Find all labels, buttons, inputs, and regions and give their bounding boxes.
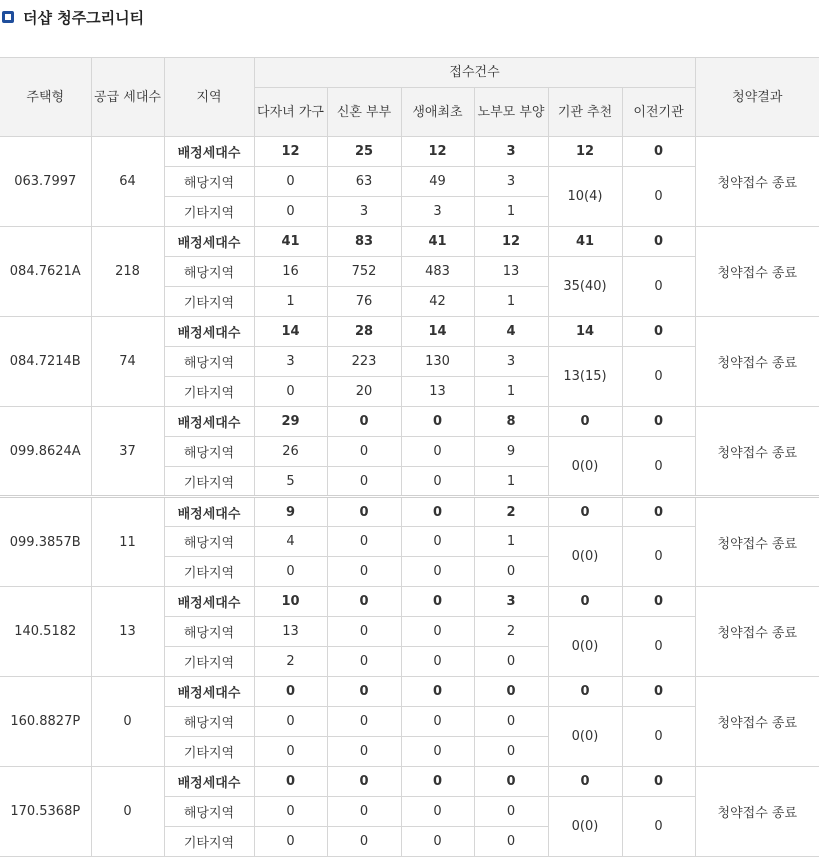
- count-cell: 41: [254, 227, 327, 257]
- header-col-agency: 기관 추천: [548, 88, 622, 137]
- count-cell: 0: [327, 467, 401, 497]
- count-cell: 10: [254, 587, 327, 617]
- supply-count-cell: 74: [91, 317, 164, 407]
- supply-count-cell: 13: [91, 587, 164, 677]
- count-cell: 0: [327, 587, 401, 617]
- count-cell: 0: [327, 707, 401, 737]
- supply-count-cell: 0: [91, 677, 164, 767]
- count-cell: 0: [254, 797, 327, 827]
- table-row: [0, 677, 819, 707]
- count-cell: 12: [401, 137, 474, 167]
- count-cell: 0: [327, 647, 401, 677]
- count-cell: 0: [401, 797, 474, 827]
- count-cell: 1: [474, 287, 548, 317]
- count-cell: 130: [401, 347, 474, 377]
- count-cell: 76: [327, 287, 401, 317]
- count-cell: 752: [327, 257, 401, 287]
- result-cell: 청약접수 종료: [695, 587, 819, 677]
- header-region: 지역: [164, 58, 254, 137]
- region-label-cell: 기타지역: [164, 197, 254, 227]
- transfer-sub-cell: 0: [622, 617, 695, 677]
- count-cell: 0: [401, 587, 474, 617]
- count-cell: 4: [474, 317, 548, 347]
- region-label-cell: 기타지역: [164, 827, 254, 857]
- region-label-cell: 기타지역: [164, 557, 254, 587]
- agency-count-cell: 0: [548, 587, 622, 617]
- count-cell: 0: [327, 437, 401, 467]
- region-label-cell: 해당지역: [164, 347, 254, 377]
- count-cell: 483: [401, 257, 474, 287]
- result-cell: 청약접수 종료: [695, 317, 819, 407]
- count-cell: 0: [327, 827, 401, 857]
- count-cell: 0: [327, 407, 401, 437]
- count-cell: 0: [401, 467, 474, 497]
- count-cell: 1: [474, 467, 548, 497]
- count-cell: 14: [254, 317, 327, 347]
- count-cell: 0: [254, 167, 327, 197]
- count-cell: 9: [254, 497, 327, 527]
- count-cell: 0: [327, 557, 401, 587]
- count-cell: 0: [401, 827, 474, 857]
- house-type-cell: 084.7214B: [0, 317, 91, 407]
- agency-sub-cell: 0(0): [548, 707, 622, 767]
- count-cell: 0: [401, 527, 474, 557]
- table-row: [0, 317, 819, 347]
- region-label-cell: 배정세대수: [164, 407, 254, 437]
- count-cell: 83: [327, 227, 401, 257]
- count-cell: 16: [254, 257, 327, 287]
- region-label-cell: 해당지역: [164, 797, 254, 827]
- count-cell: 0: [401, 617, 474, 647]
- transfer-count-cell: 0: [622, 767, 695, 797]
- region-label-cell: 해당지역: [164, 617, 254, 647]
- subscription-results-table: [0, 57, 819, 857]
- agency-count-cell: 12: [548, 137, 622, 167]
- count-cell: 5: [254, 467, 327, 497]
- count-cell: 2: [254, 647, 327, 677]
- supply-count-cell: 37: [91, 407, 164, 497]
- region-label-cell: 배정세대수: [164, 587, 254, 617]
- agency-count-cell: 0: [548, 497, 622, 527]
- house-type-cell: 099.8624A: [0, 407, 91, 497]
- result-cell: 청약접수 종료: [695, 767, 819, 857]
- supply-count-cell: 11: [91, 497, 164, 587]
- region-label-cell: 기타지역: [164, 647, 254, 677]
- count-cell: 49: [401, 167, 474, 197]
- count-cell: 4: [254, 527, 327, 557]
- count-cell: 0: [327, 767, 401, 797]
- header-col-transfer: 이전기관: [622, 88, 695, 137]
- count-cell: 0: [474, 797, 548, 827]
- region-label-cell: 기타지역: [164, 377, 254, 407]
- count-cell: 12: [254, 137, 327, 167]
- transfer-sub-cell: 0: [622, 257, 695, 317]
- table-row: [0, 227, 819, 257]
- transfer-count-cell: 0: [622, 227, 695, 257]
- result-cell: 청약접수 종료: [695, 137, 819, 227]
- result-cell: 청약접수 종료: [695, 677, 819, 767]
- region-label-cell: 배정세대수: [164, 137, 254, 167]
- count-cell: 25: [327, 137, 401, 167]
- header-type: 주택형: [0, 58, 91, 137]
- table-row: [0, 497, 819, 527]
- agency-sub-cell: 13(15): [548, 347, 622, 407]
- region-label-cell: 해당지역: [164, 527, 254, 557]
- result-cell: 청약접수 종료: [695, 497, 819, 587]
- count-cell: 1: [474, 197, 548, 227]
- count-cell: 14: [401, 317, 474, 347]
- house-type-cell: 160.8827P: [0, 677, 91, 767]
- supply-count-cell: 218: [91, 227, 164, 317]
- count-cell: 0: [401, 497, 474, 527]
- agency-sub-cell: 10(4): [548, 167, 622, 227]
- count-cell: 0: [254, 677, 327, 707]
- count-cell: 0: [401, 677, 474, 707]
- count-cell: 0: [327, 737, 401, 767]
- transfer-count-cell: 0: [622, 497, 695, 527]
- count-cell: 0: [474, 557, 548, 587]
- count-cell: 0: [401, 767, 474, 797]
- count-cell: 3: [401, 197, 474, 227]
- count-cell: 0: [474, 707, 548, 737]
- count-cell: 2: [474, 617, 548, 647]
- region-label-cell: 배정세대수: [164, 317, 254, 347]
- region-label-cell: 해당지역: [164, 257, 254, 287]
- agency-sub-cell: 0(0): [548, 617, 622, 677]
- region-label-cell: 기타지역: [164, 737, 254, 767]
- result-cell: 청약접수 종료: [695, 227, 819, 317]
- count-cell: 41: [401, 227, 474, 257]
- region-label-cell: 배정세대수: [164, 767, 254, 797]
- agency-sub-cell: 0(0): [548, 797, 622, 857]
- transfer-sub-cell: 0: [622, 347, 695, 407]
- region-label-cell: 기타지역: [164, 287, 254, 317]
- agency-count-cell: 14: [548, 317, 622, 347]
- region-label-cell: 배정세대수: [164, 497, 254, 527]
- region-label-cell: 해당지역: [164, 437, 254, 467]
- count-cell: 0: [327, 527, 401, 557]
- region-label-cell: 배정세대수: [164, 677, 254, 707]
- count-cell: 28: [327, 317, 401, 347]
- count-cell: 0: [474, 647, 548, 677]
- transfer-sub-cell: 0: [622, 797, 695, 857]
- count-cell: 0: [254, 707, 327, 737]
- table-row: [0, 137, 819, 167]
- count-cell: 0: [327, 677, 401, 707]
- header-col-firsttime: 생애최초: [401, 88, 474, 137]
- count-cell: 1: [474, 527, 548, 557]
- count-cell: 0: [327, 497, 401, 527]
- count-cell: 2: [474, 497, 548, 527]
- count-cell: 0: [401, 407, 474, 437]
- agency-count-cell: 0: [548, 767, 622, 797]
- count-cell: 0: [401, 437, 474, 467]
- header-supply: 공급 세대수: [91, 58, 164, 137]
- count-cell: 3: [474, 167, 548, 197]
- transfer-count-cell: 0: [622, 407, 695, 437]
- transfer-sub-cell: 0: [622, 437, 695, 497]
- count-cell: 13: [401, 377, 474, 407]
- count-cell: 0: [254, 377, 327, 407]
- agency-sub-cell: 0(0): [548, 437, 622, 497]
- header-col-elderly: 노부모 부양: [474, 88, 548, 137]
- count-cell: 0: [401, 647, 474, 677]
- page-title: 더샵 청주그리니티: [23, 8, 145, 27]
- region-label-cell: 배정세대수: [164, 227, 254, 257]
- count-cell: 13: [254, 617, 327, 647]
- header-group: 접수건수: [254, 58, 695, 88]
- transfer-sub-cell: 0: [622, 527, 695, 587]
- count-cell: 0: [254, 737, 327, 767]
- table-row: [0, 767, 819, 797]
- table-row: [0, 587, 819, 617]
- supply-count-cell: 0: [91, 767, 164, 857]
- transfer-count-cell: 0: [622, 317, 695, 347]
- house-type-cell: 099.3857B: [0, 497, 91, 587]
- house-type-cell: 170.5368P: [0, 767, 91, 857]
- count-cell: 9: [474, 437, 548, 467]
- count-cell: 0: [401, 557, 474, 587]
- count-cell: 3: [474, 587, 548, 617]
- count-cell: 20: [327, 377, 401, 407]
- count-cell: 0: [401, 737, 474, 767]
- transfer-sub-cell: 0: [622, 167, 695, 227]
- agency-count-cell: 41: [548, 227, 622, 257]
- count-cell: 12: [474, 227, 548, 257]
- transfer-count-cell: 0: [622, 587, 695, 617]
- count-cell: 1: [474, 377, 548, 407]
- count-cell: 26: [254, 437, 327, 467]
- count-cell: 13: [474, 257, 548, 287]
- transfer-sub-cell: 0: [622, 707, 695, 767]
- header-result: 청약결과: [695, 58, 819, 137]
- count-cell: 42: [401, 287, 474, 317]
- count-cell: 1: [254, 287, 327, 317]
- count-cell: 0: [474, 677, 548, 707]
- count-cell: 0: [401, 707, 474, 737]
- supply-count-cell: 64: [91, 137, 164, 227]
- house-type-cell: 063.7997: [0, 137, 91, 227]
- transfer-count-cell: 0: [622, 137, 695, 167]
- header-col-newlywed: 신혼 부부: [327, 88, 401, 137]
- count-cell: 3: [474, 137, 548, 167]
- count-cell: 3: [254, 347, 327, 377]
- count-cell: 0: [327, 617, 401, 647]
- count-cell: 223: [327, 347, 401, 377]
- agency-sub-cell: 35(40): [548, 257, 622, 317]
- agency-count-cell: 0: [548, 407, 622, 437]
- count-cell: 63: [327, 167, 401, 197]
- count-cell: 0: [254, 197, 327, 227]
- agency-sub-cell: 0(0): [548, 527, 622, 587]
- count-cell: 0: [327, 797, 401, 827]
- region-label-cell: 해당지역: [164, 707, 254, 737]
- count-cell: 0: [254, 767, 327, 797]
- region-label-cell: 해당지역: [164, 167, 254, 197]
- square-bullet-icon: [2, 11, 14, 23]
- transfer-count-cell: 0: [622, 677, 695, 707]
- count-cell: 0: [254, 557, 327, 587]
- header-col-multichild: 다자녀 가구: [254, 88, 327, 137]
- agency-count-cell: 0: [548, 677, 622, 707]
- count-cell: 0: [474, 737, 548, 767]
- table-row: [0, 407, 819, 437]
- count-cell: 0: [474, 827, 548, 857]
- result-cell: 청약접수 종료: [695, 407, 819, 497]
- count-cell: 0: [254, 827, 327, 857]
- house-type-cell: 140.5182: [0, 587, 91, 677]
- count-cell: 3: [327, 197, 401, 227]
- count-cell: 3: [474, 347, 548, 377]
- region-label-cell: 기타지역: [164, 467, 254, 497]
- count-cell: 29: [254, 407, 327, 437]
- count-cell: 8: [474, 407, 548, 437]
- count-cell: 0: [474, 767, 548, 797]
- house-type-cell: 084.7621A: [0, 227, 91, 317]
- page-title-row: [0, 0, 144, 34]
